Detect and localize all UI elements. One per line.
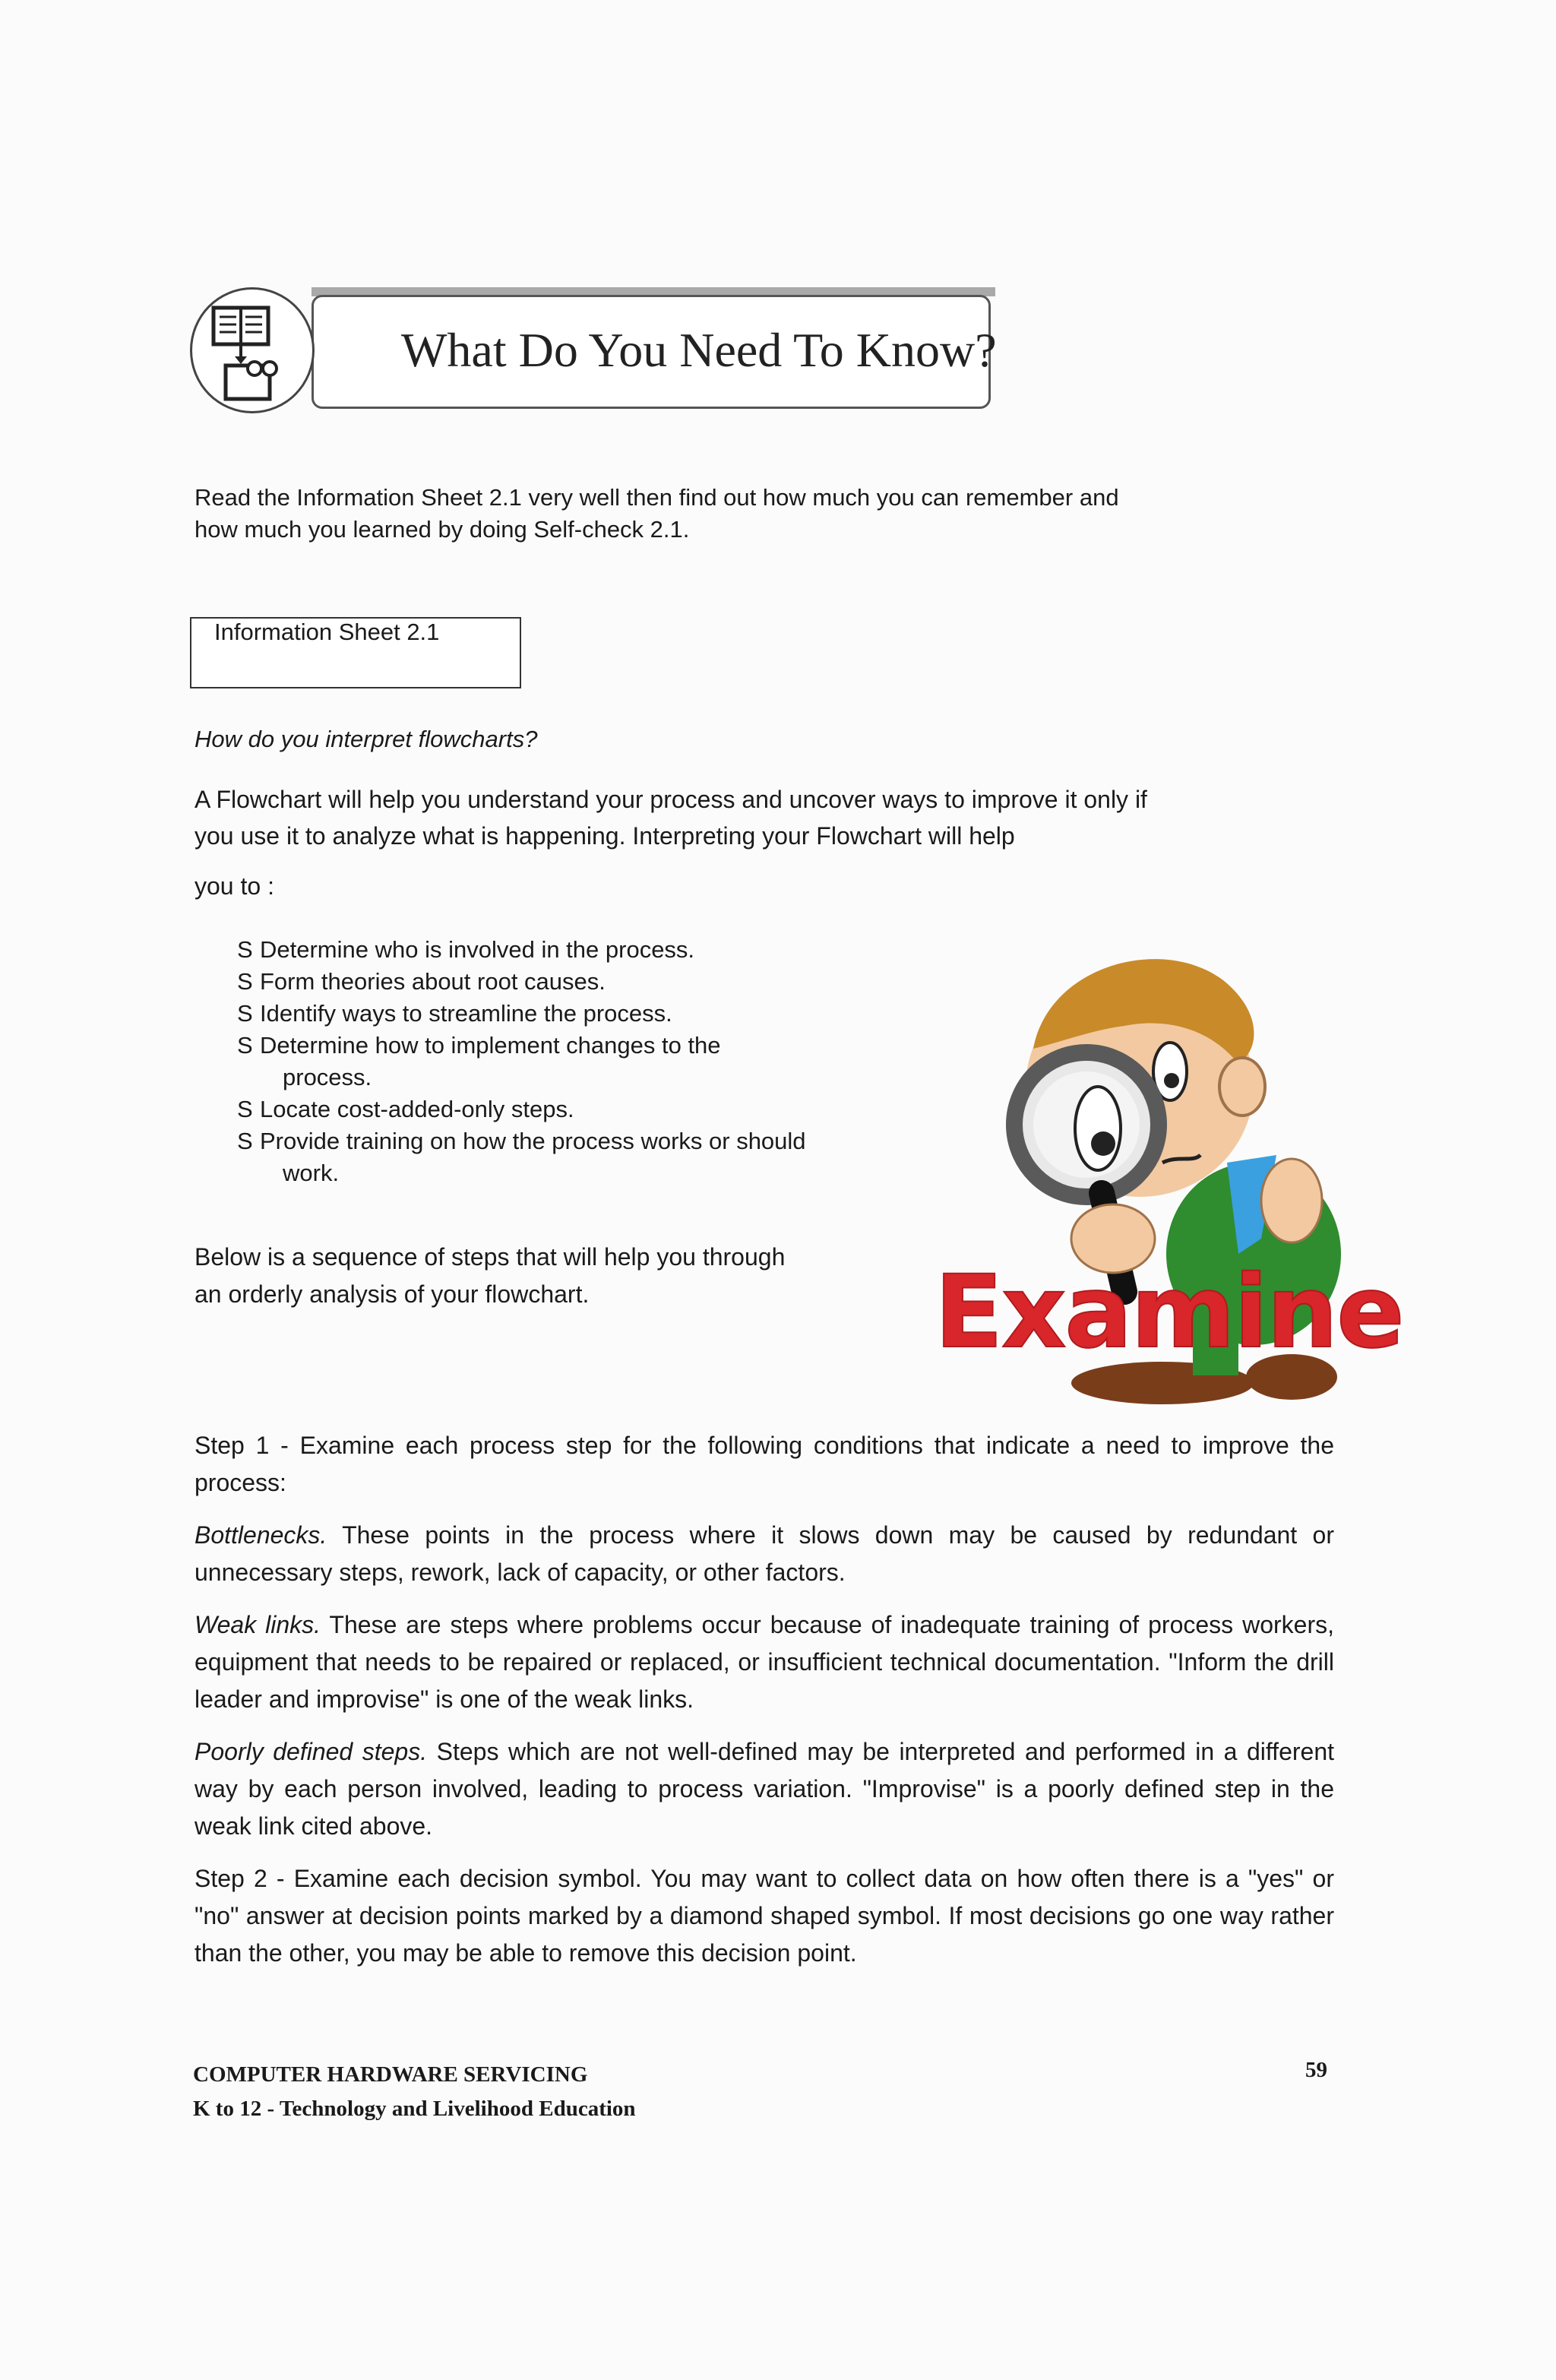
book-and-reader-icon — [190, 287, 315, 413]
list-item — [237, 1093, 845, 1125]
section-header-banner — [190, 287, 995, 413]
list-item — [237, 1030, 814, 1093]
weak-links-text: These are steps where problems occur because of inadequate training of process workers, equipment that needs to be repaired or replaced, or insufficient technical documentation. "Inform the drill leader and improvise" is one of the weak links. — [194, 1611, 1334, 1713]
list-item-text: Form theories about root causes. — [260, 968, 606, 995]
list-item-text: Locate cost-added-only steps. — [260, 1096, 574, 1122]
list-item — [237, 1125, 845, 1189]
flowchart-intro — [194, 781, 1258, 854]
list-item — [237, 934, 845, 966]
bottlenecks-text: These points in the process where it slows down may be caused by redundant or unnecessary steps, rework, lack of capacity, or other factors. — [194, 1521, 1334, 1586]
footer-course-title: COMPUTER HARDWARE SERVICING — [193, 2062, 588, 2087]
poorly-defined-paragraph — [194, 1733, 1334, 1845]
steps-section — [194, 1427, 1334, 1987]
step2-paragraph: Step 2 - Examine each decision symbol. You may want to collect data on how often there is a "yes" or "no" answer at decision points marked by a diamond shaped symbol. If most decisions go one way rather than the other, you may be able to remove this decision point. — [194, 1865, 1334, 1967]
poorly-defined-term: Poorly defined steps. — [194, 1738, 428, 1765]
bullet-marker: S — [237, 1000, 253, 1027]
footer — [193, 2058, 636, 2126]
steps-intro-line: Below is a sequence of steps that will help you through — [194, 1243, 786, 1271]
header-title: What Do You Need To Know? — [401, 323, 997, 377]
bullet-marker: S — [237, 968, 253, 995]
flowchart-intro-line: you use it to analyze what is happening. Interpreting your Flowchart will help — [194, 822, 1015, 850]
examine-illustration — [935, 935, 1403, 1421]
benefits-list — [237, 934, 845, 1189]
list-item-text: Provide training on how the process works or should work. — [260, 1128, 806, 1186]
flowchart-intro-line: A Flowchart will help you understand your process and uncover ways to improve it only if — [194, 786, 1147, 813]
list-item-text: Determine how to implement changes to the process. — [260, 1032, 721, 1090]
intro-paragraph — [194, 482, 1228, 546]
bullet-marker: S — [237, 1096, 253, 1122]
bottlenecks-paragraph — [194, 1517, 1334, 1591]
weak-links-paragraph — [194, 1606, 1334, 1718]
steps-intro — [194, 1239, 878, 1313]
bullet-marker: S — [237, 1128, 253, 1154]
list-item-text: Determine who is involved in the process. — [260, 936, 695, 963]
bullet-marker: S — [237, 1032, 253, 1059]
bullet-marker: S — [237, 936, 253, 963]
poorly-defined-text: Steps which are not well-defined may be interpreted and performed in a different way by each person involved, leading to process variation. "Improvise" is a poorly defined step in the weak link cited above. — [194, 1738, 1335, 1840]
page-number: 59 — [1305, 2058, 1327, 2082]
examine-word: Examine — [935, 1254, 1403, 1371]
flowchart-intro-continuation: you to : — [194, 872, 274, 900]
list-item-text: Identify ways to streamline the process. — [260, 1000, 672, 1027]
list-item — [237, 998, 845, 1030]
intro-line: Read the Information Sheet 2.1 very well then find out how much you can remember and — [194, 484, 1119, 511]
information-sheet-box — [190, 617, 521, 688]
weak-links-term: Weak links. — [194, 1611, 321, 1638]
information-sheet-label: Information Sheet 2.1 — [214, 619, 440, 645]
list-item — [237, 966, 845, 998]
steps-intro-line: an orderly analysis of your flowchart. — [194, 1280, 590, 1308]
footer-program-title: K to 12 - Technology and Livelihood Education — [193, 2097, 636, 2121]
intro-line: how much you learned by doing Self-check 2.1. — [194, 516, 690, 543]
section-question: How do you interpret flowcharts? — [194, 726, 538, 752]
step1-paragraph: Step 1 - Examine each process step for the following conditions that indicate a need to improve the process: — [194, 1432, 1334, 1496]
bottlenecks-term: Bottlenecks. — [194, 1521, 327, 1549]
